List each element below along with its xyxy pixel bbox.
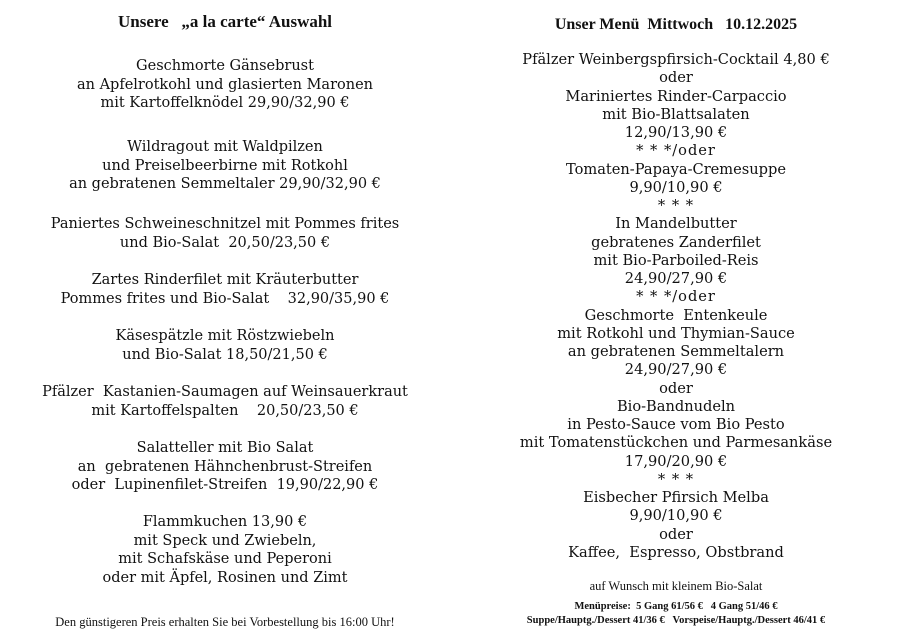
menu-line: 9,90/10,90 € <box>629 178 723 196</box>
menu-line: Tomaten-Papaya-Cremesuppe <box>565 160 786 178</box>
dish-line: Flammkuchen 13,90 € <box>142 514 308 530</box>
menu-line: * * * <box>657 470 695 488</box>
menu-line: 12,90/13,90 € <box>624 124 728 141</box>
menu-line: mit Tomatenstückchen und Parmesankäse <box>519 434 833 452</box>
dish-line: mit Kartoffelspalten 20,50/23,50 € <box>91 402 359 419</box>
dish-line: Wildragout mit Waldpilzen <box>127 139 323 155</box>
menu-line: Mariniertes Rinder-Carpaccio <box>565 87 787 105</box>
menu-line: in Pesto-Sauce vom Bio Pesto <box>567 416 785 433</box>
menu-line: 24,90/27,90 € <box>624 270 728 287</box>
dish-line: an gebratenen Hähnchenbrust-Streifen <box>77 458 373 475</box>
dish-line: mit Kartoffelknödel 29,90/32,90 € <box>100 95 350 111</box>
menu-line: Eisbecher Pfirsich Melba <box>583 489 769 506</box>
daily-menu-courses <box>452 51 900 562</box>
dish-saumagen <box>0 383 450 420</box>
menu-line: In Mandelbutter <box>615 215 737 233</box>
menu-line: 24,90/27,90 € <box>624 361 728 379</box>
menu-line: gebratenes Zanderfilet <box>591 233 761 251</box>
dish-geschmorte-gaensebrust <box>0 57 450 113</box>
a-la-carte-heading: Unsere „a la carte“ Auswahl <box>117 12 333 31</box>
preorder-note: Den günstigeren Preis erhalten Sie bei Vorbestellung bis 16:00 Uhr! <box>55 615 395 629</box>
dish-line: mit Speck und Zwiebeln, <box>133 532 317 549</box>
dish-line: und Preiselbeerbirne mit Rotkohl <box>102 157 348 174</box>
dish-line: und Bio-Salat 20,50/23,50 € <box>119 234 331 251</box>
menu-line: mit Bio-Blattsalaten <box>602 105 750 123</box>
dish-line: an gebratenen Semmeltaler 29,90/32,90 € <box>69 176 381 192</box>
menu-line: mit Bio-Parboiled-Reis <box>593 251 759 269</box>
dish-line: Pommes frites und Bio-Salat 32,90/35,90 € <box>60 290 390 307</box>
menu-line: * * */oder <box>636 142 716 160</box>
dish-line: oder Lupinenfilet-Streifen 19,90/22,90 € <box>71 477 379 493</box>
menu-line: an gebratenen Semmeltalern <box>567 343 785 360</box>
dish-line: Paniertes Schweineschnitzel mit Pommes frites <box>50 216 400 232</box>
daily-menu-heading: Unser Menü Mittwoch 10.12.2025 <box>554 16 798 33</box>
dish-line: Käsespätzle mit Röstzwiebeln <box>115 328 335 344</box>
dish-line: Geschmorte Gänsebrust <box>136 58 314 74</box>
dish-line: und Bio-Salat 18,50/21,50 € <box>122 346 328 363</box>
menu-line: mit Rotkohl und Thymian-Sauce <box>557 324 795 342</box>
menu-line: Bio-Bandnudeln <box>616 397 736 415</box>
menu-line: oder <box>659 525 693 543</box>
menu-price-line: Suppe/Hauptg./Dessert 41/36 € Vorspeise/Hauptg./Dessert 46/41 € <box>526 615 826 626</box>
dish-line: Zartes Rinderfilet mit Kräuterbutter <box>91 272 359 288</box>
dish-line: Salatteller mit Bio Salat <box>136 440 314 456</box>
menu-line: * * * <box>657 197 695 214</box>
salad-note: auf Wunsch mit kleinem Bio-Salat <box>589 579 763 593</box>
dish-kaesespaetzle <box>0 327 450 364</box>
dish-line: mit Schafskäse und Peperoni <box>118 551 332 567</box>
menu-prices <box>452 600 900 628</box>
menu-line: Geschmorte Entenkeule <box>584 306 768 324</box>
dish-salatteller <box>0 439 450 495</box>
dish-flammkuchen <box>0 513 450 587</box>
menu-line: * * */oder <box>636 288 716 306</box>
dish-line: an Apfelrotkohl und glasierten Maronen <box>76 76 373 93</box>
menu-line: 9,90/10,90 € <box>629 507 723 525</box>
menu-line: Pfälzer Weinbergspfirsich-Cocktail 4,80 € <box>522 51 830 68</box>
dish-wildragout <box>0 138 450 194</box>
dish-schweineschnitzel <box>0 215 450 252</box>
dish-line: Pfälzer Kastanien-Saumagen auf Weinsauerkraut <box>42 384 408 400</box>
menu-price-line: Menüpreise: 5 Gang 61/56 € 4 Gang 51/46 € <box>574 601 778 612</box>
dish-rinderfilet <box>0 271 450 308</box>
menu-line: oder <box>659 379 693 397</box>
dish-line: oder mit Äpfel, Rosinen und Zimt <box>102 569 348 586</box>
menu-line: oder <box>659 69 693 87</box>
menu-line: 17,90/20,90 € <box>624 452 728 470</box>
menu-line: Kaffee, Espresso, Obstbrand <box>568 543 784 561</box>
